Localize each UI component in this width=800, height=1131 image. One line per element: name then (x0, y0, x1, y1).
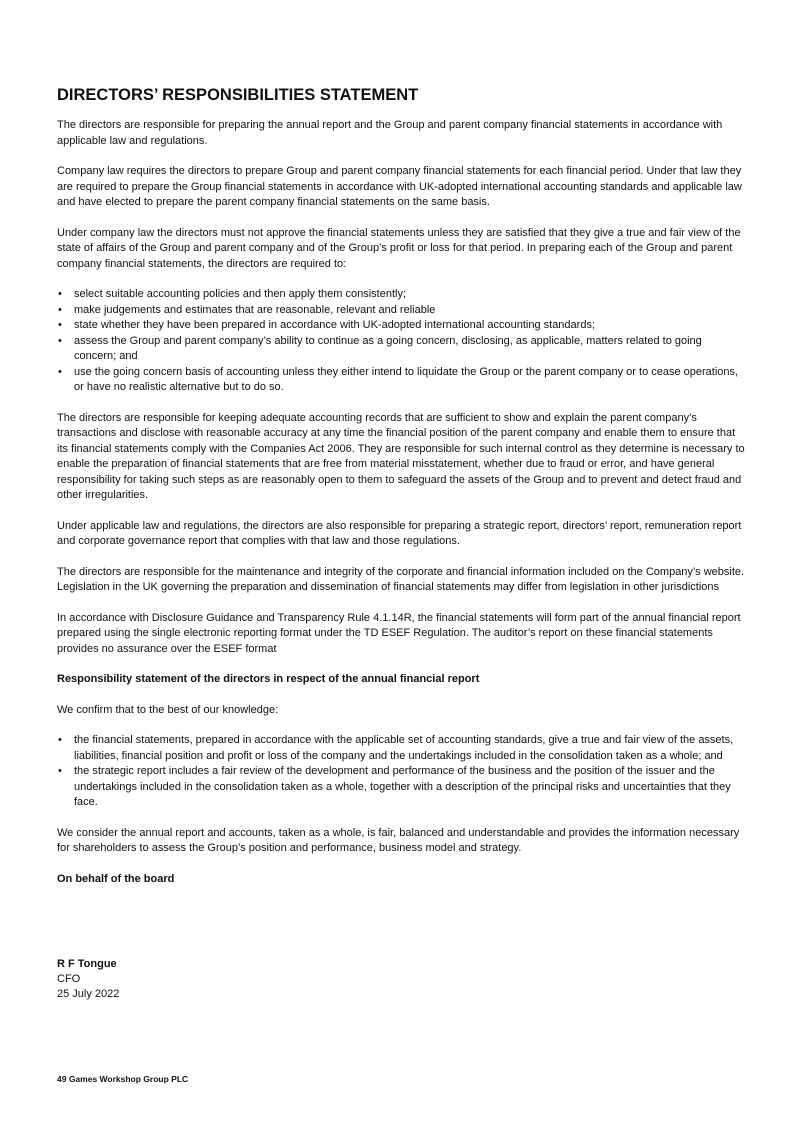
signature-block (57, 957, 747, 1002)
list-item: • use the going concern basis of accounting unless they either intend to liquidate the Group or the parent company or to cease operations, or have no realistic alternative but to do so. (57, 365, 747, 396)
page-footer: 49 Games Workshop Group PLC (57, 1074, 189, 1084)
list-item: • the financial statements, prepared in accordance with the applicable set of accounting standards, give a true and fair view of the assets, liabilities, financial position and profit or loss of the company and the undertakings included in the consolidation taken as a whole; and (57, 733, 747, 764)
list-item: • select suitable accounting policies and then apply them consistently; (57, 287, 747, 303)
section-subheading: Responsibility statement of the directors in respect of the annual financial report (57, 673, 480, 685)
signatory-role: CFO (57, 973, 81, 985)
on-behalf-of-board: On behalf of the board (57, 872, 175, 885)
page-title: DIRECTORS’ RESPONSIBILITIES STATEMENT (57, 86, 419, 104)
list-item: • assess the Group and parent company’s ability to continue as a going concern, disclosing, as applicable, matters related to going concern; and (57, 334, 747, 365)
intro-paragraph-1: The directors are responsible for preparing the annual report and the Group and parent company financial statements in accordance with applicable law and regulations. (57, 119, 723, 147)
intro-paragraph-2: Company law requires the directors to prepare Group and parent company financial statements for each financial period. Under that law they are required to prepare the Group financial statements in accordance with UK-adopted international accounting standards and applicable law and have elected to prepare the parent company financial statements on the same basis. (57, 165, 742, 208)
intro-paragraph-3: Under company law the directors must not approve the financial statements unless they are satisfied that they give a true and fair view of the state of affairs of the Group and parent company and of the Group’s profit or loss for that period. In preparing each of the Group and parent company financial statements, the directors are required to: (57, 226, 741, 270)
signature-date: 25 July 2022 (57, 988, 120, 1000)
signatory-name: R F Tongue (57, 958, 117, 970)
body-paragraph-esef: In accordance with Disclosure Guidance and Transparency Rule 4.1.14R, the financial statements will form part of the annual financial report prepared using the single electronic reporting format under the TD ESEF Regulation. The auditor’s report on these financial statements provides no assurance over the ESEF format (57, 611, 741, 655)
list-item: • state whether they have been prepared in accordance with UK-adopted international accounting standards; (57, 318, 747, 334)
body-paragraph-records: The directors are responsible for keeping adequate accounting records that are sufficient to show and explain the parent company’s transactions and disclose with reasonable accuracy at any time the financial position of the parent company and enable them to ensure that its financial statements comply with the Companies Act 2006. They are responsible for such internal control as they determine is necessary to enable the preparation of financial statements that are free from material misstatement, whether due to fraud or error, and have general responsibility for taking such steps as are reasonably open to them to safeguard the assets of the Group and to prevent and detect fraud and other irregularities. (57, 411, 745, 501)
requirements-list (57, 287, 747, 396)
document-page (57, 84, 747, 1002)
closing-paragraph: We consider the annual report and accounts, taken as a whole, is fair, balanced and understandable and provides the information necessary for shareholders to assess the Group’s position and performance, business model and strategy. (57, 826, 740, 854)
body-paragraph-website: The directors are responsible for the maintenance and integrity of the corporate and financial information included on the Company’s website. Legislation in the UK governing the preparation and dissemination of financial statements may differ from legislation in other jurisdictions (57, 565, 745, 593)
confirm-intro: We confirm that to the best of our knowledge: (57, 703, 279, 716)
list-item: • the strategic report includes a fair review of the development and performance of the business and the position of the issuer and the undertakings included in the consolidation taken as a whole, together with a description of the principal risks and uncertainties that they face. (57, 764, 747, 811)
confirmation-list (57, 733, 747, 811)
body-paragraph-strategic-report: Under applicable law and regulations, the directors are also responsible for preparing a strategic report, directors’ report, remuneration report and corporate governance report that complies with that law and those regulations. (57, 519, 742, 547)
list-item: • make judgements and estimates that are reasonable, relevant and reliable (57, 303, 747, 319)
